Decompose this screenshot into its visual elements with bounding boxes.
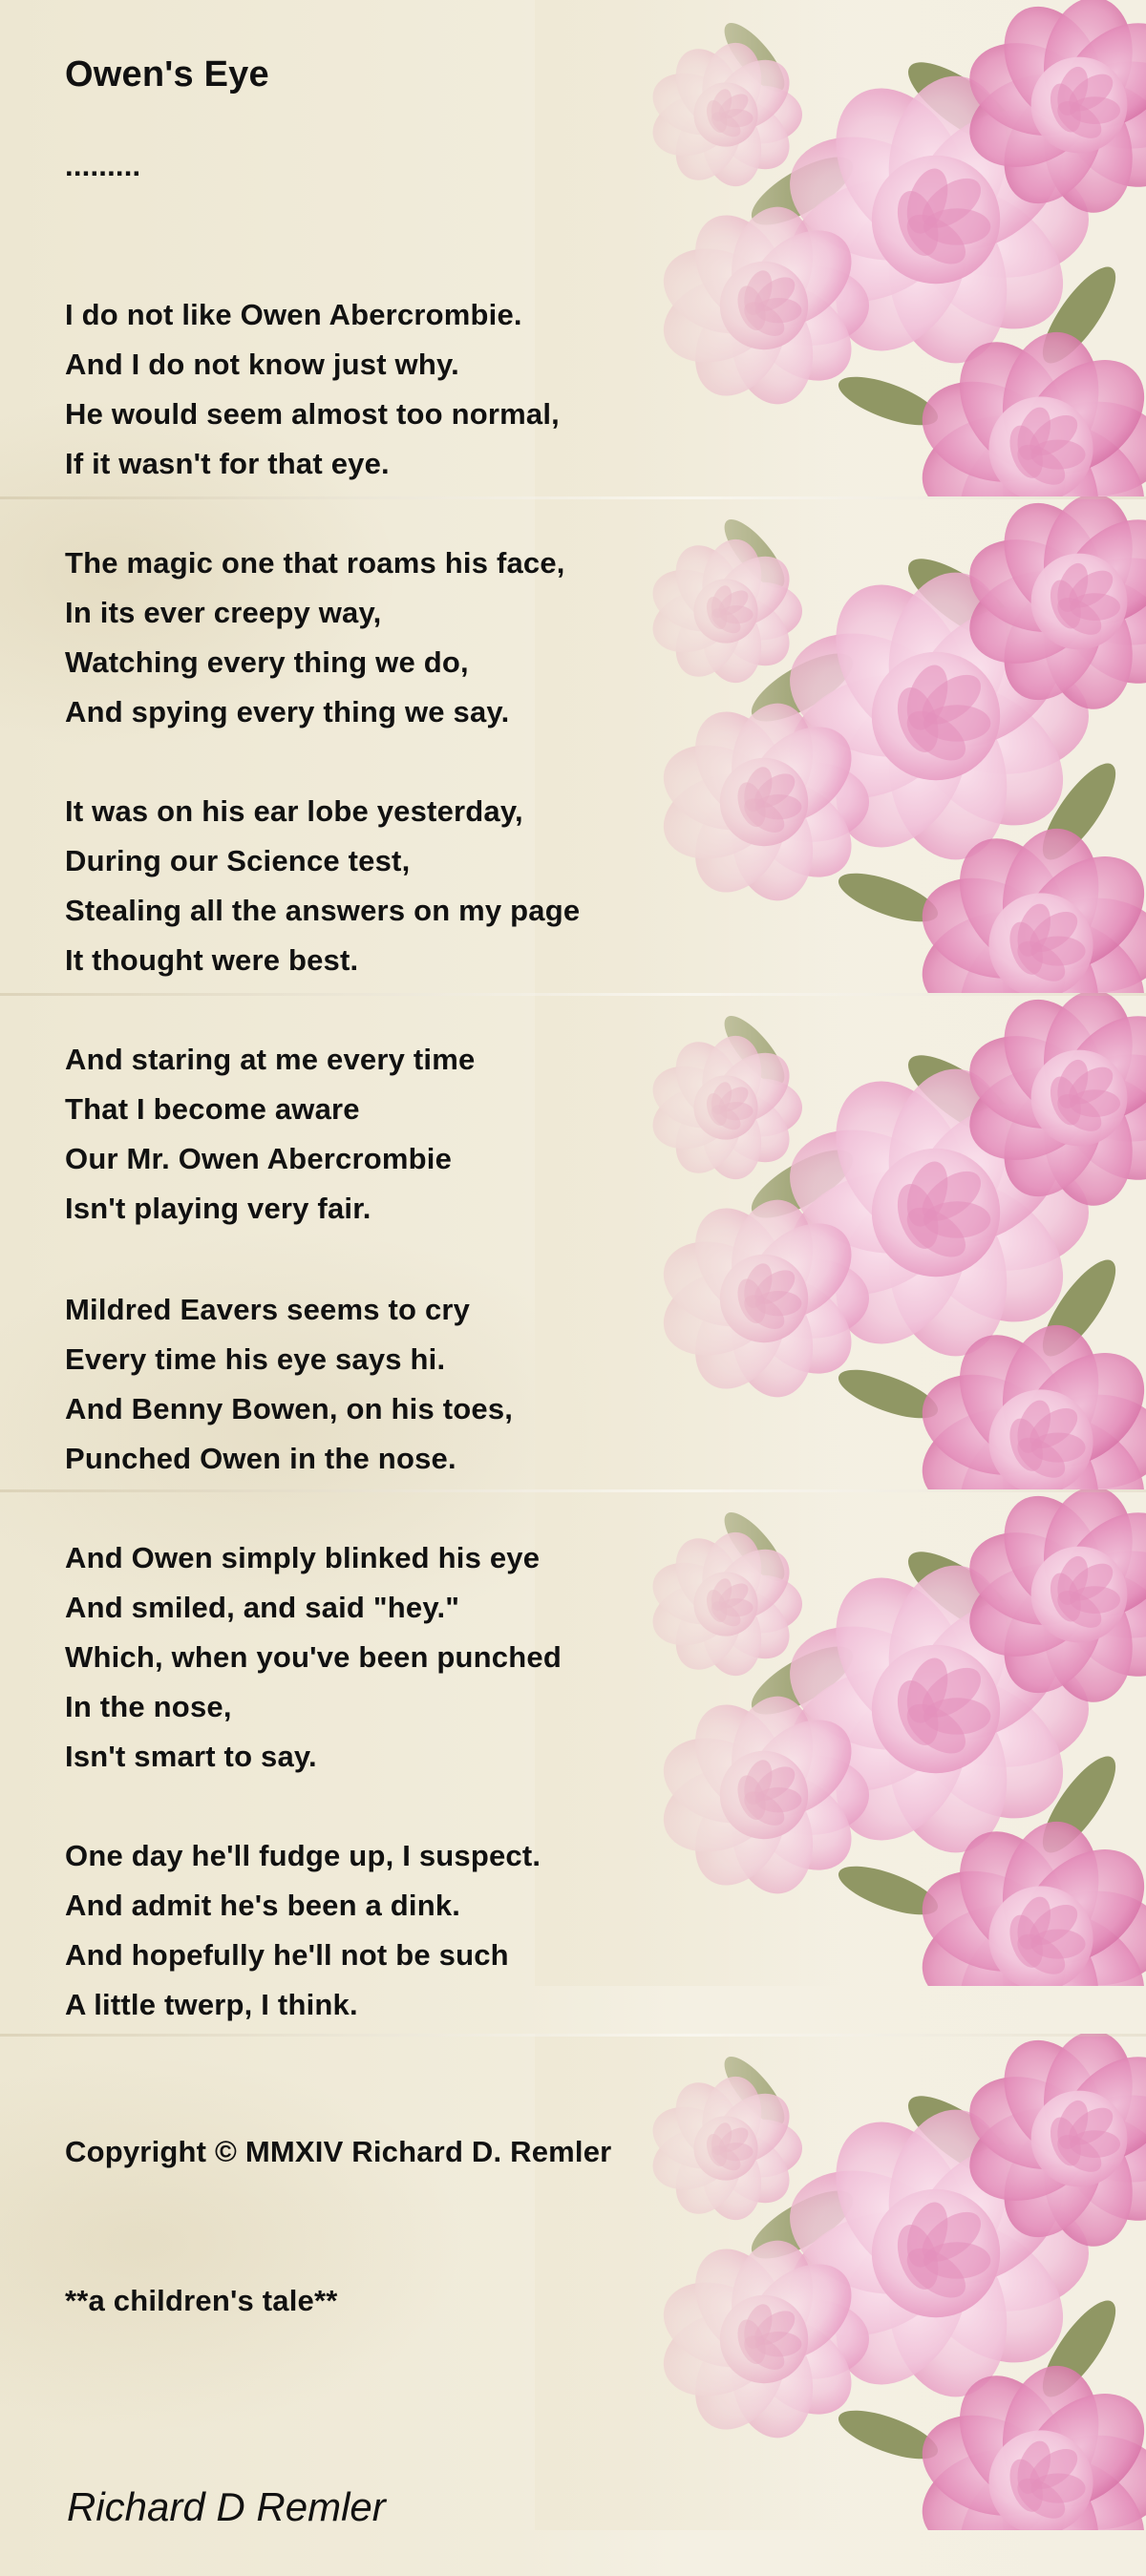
poem-line: One day he'll fudge up, I suspect. bbox=[65, 1839, 541, 1872]
poem-line: The magic one that roams his face, bbox=[65, 546, 565, 580]
poem-line: It thought were best. bbox=[65, 943, 359, 977]
poem-line: Mildred Eavers seems to cry bbox=[65, 1293, 471, 1326]
poem-line: I do not like Owen Abercrombie. bbox=[65, 298, 522, 331]
poem-title: Owen's Eye bbox=[65, 54, 269, 95]
author-signature: Richard D Remler bbox=[67, 2484, 386, 2529]
poem-line: Isn't playing very fair. bbox=[65, 1192, 371, 1225]
poem-line: In the nose, bbox=[65, 1690, 232, 1723]
tile-seam bbox=[0, 993, 1146, 996]
poem-line: He would seem almost too normal, bbox=[65, 397, 560, 431]
poem-line: And Owen simply blinked his eye bbox=[65, 1541, 541, 1574]
poem-line: And admit he's been a dink. bbox=[65, 1889, 461, 1922]
poem-line: Stealing all the answers on my page bbox=[65, 894, 581, 927]
tile-seam bbox=[0, 1489, 1146, 1492]
tile-seam bbox=[0, 496, 1146, 499]
poem-line: And hopefully he'll not be such bbox=[65, 1938, 509, 1972]
poem-line: Our Mr. Owen Abercrombie bbox=[65, 1142, 453, 1175]
poem-line: If it wasn't for that eye. bbox=[65, 447, 390, 480]
poem-line: And Benny Bowen, on his toes, bbox=[65, 1392, 514, 1425]
copyright-notice: Copyright © MMXIV Richard D. Remler bbox=[65, 2135, 612, 2168]
poem-line: Watching every thing we do, bbox=[65, 645, 469, 679]
poem-line: And smiled, and said "hey." bbox=[65, 1591, 460, 1624]
poem-line: Every time his eye says hi. bbox=[65, 1342, 446, 1376]
poem-note: **a children's tale** bbox=[65, 2284, 338, 2317]
poem-line: That I become aware bbox=[65, 1092, 360, 1126]
tile-seam bbox=[0, 2034, 1146, 2037]
poem-line: And staring at me every time bbox=[65, 1043, 476, 1076]
poem-line: It was on his ear lobe yesterday, bbox=[65, 794, 523, 828]
poem-line: And I do not know just why. bbox=[65, 348, 459, 381]
poem-line: In its ever creepy way, bbox=[65, 596, 382, 629]
poem-ellipsis: ......... bbox=[65, 149, 141, 182]
poem-line: Which, when you've been punched bbox=[65, 1640, 562, 1674]
poem-line: Isn't smart to say. bbox=[65, 1740, 317, 1773]
poem-line: Punched Owen in the nose. bbox=[65, 1442, 456, 1475]
poem-line: A little twerp, I think. bbox=[65, 1988, 358, 2021]
poem-line: And spying every thing we say. bbox=[65, 695, 510, 728]
poem-line: During our Science test, bbox=[65, 844, 411, 877]
